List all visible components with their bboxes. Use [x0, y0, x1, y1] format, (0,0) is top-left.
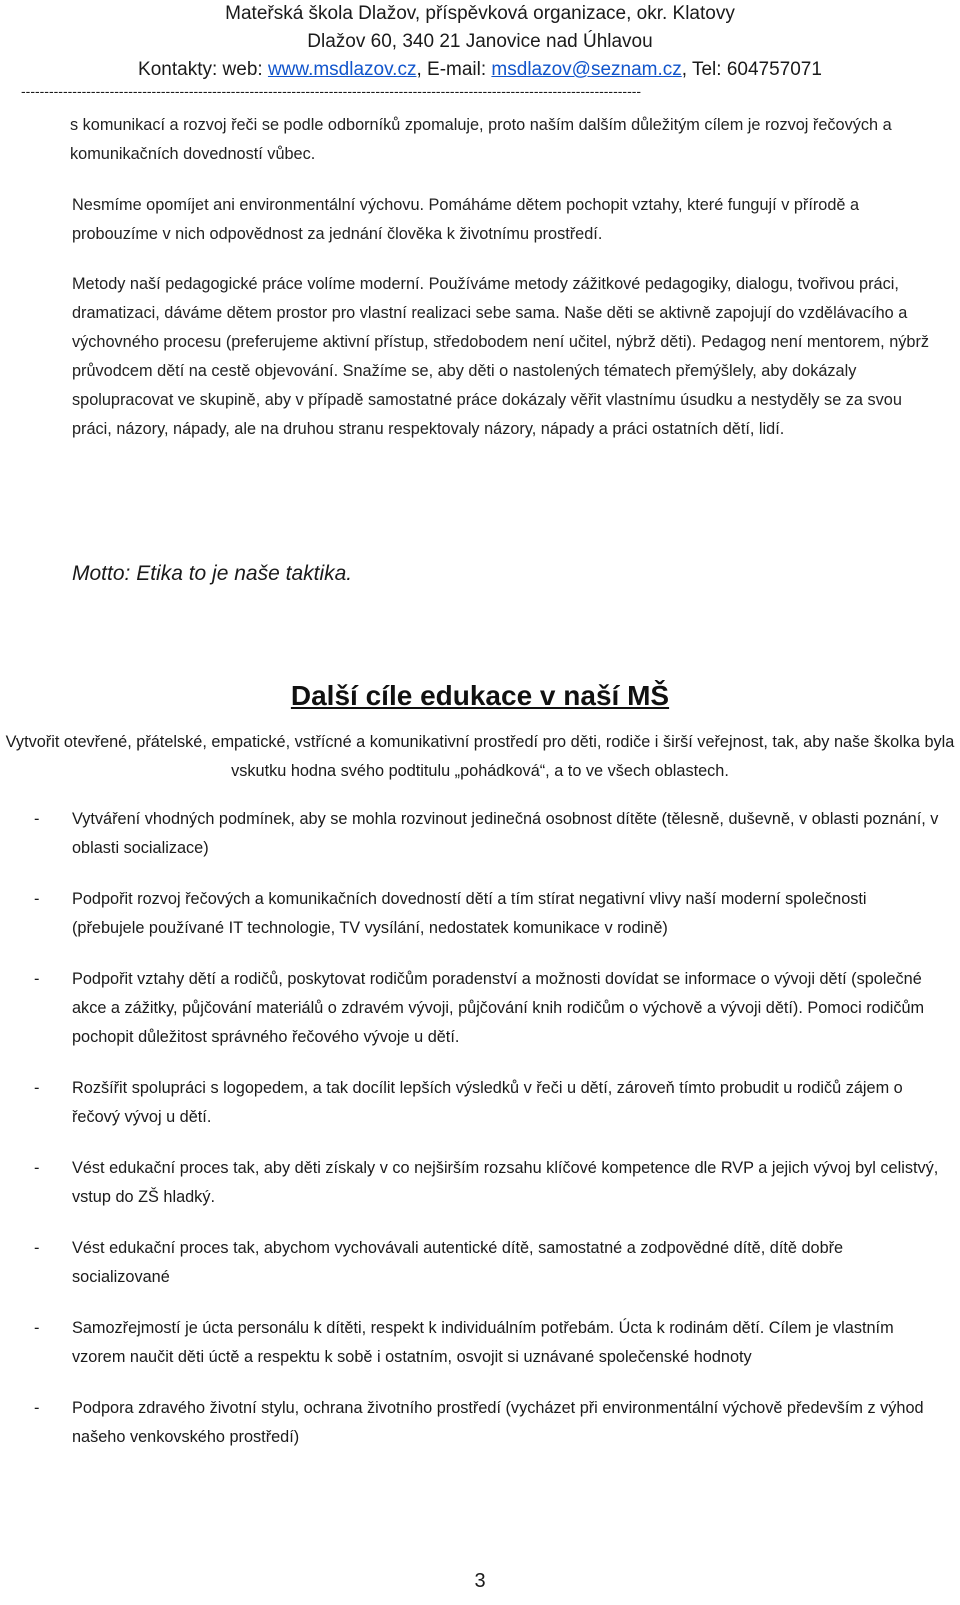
page-number: 3 [474, 1570, 486, 1592]
list-dash: - [34, 970, 40, 988]
email-label: , E-mail: [416, 59, 492, 80]
paragraph-environmental: Nesmíme opomíjet ani environmentální výchovu. Pomáháme dětem pochopit vztahy, které fungují v přírodě a probouzíme v nich odpovědnost za jednání člověka k životnímu prostředí. [72, 196, 860, 243]
list-item-text: Vést edukační proces tak, aby děti získaly v co nejširším rozsahu klíčové kompetence dle RVP a jejich vývoj byl celistvý, vstup do ZŠ hladký. [72, 1159, 939, 1206]
list-item-text: Vést edukační proces tak, abychom vychovávali autentické dítě, samostatné a zodpovědné dítě, dítě dobře socializované [72, 1239, 844, 1286]
school-address: Dlažov 60, 340 21 Janovice nad Úhlavou [307, 31, 653, 52]
list-item [0, 965, 940, 1052]
list-dash: - [34, 1319, 40, 1337]
letterhead [0, 0, 960, 98]
list-item [0, 1074, 940, 1132]
list-item-text: Vytváření vhodných podmínek, aby se mohla rozvinout jedinečná osobnost dítěte (tělesně, duševně, v oblasti poznání, v oblasti socializace) [72, 810, 939, 857]
paragraph-communication: s komunikací a rozvoj řeči se podle odborníků zpomaluje, proto naším dalším důležitým cílem je rozvoj řečových a komunikačních dovedností vůbec. [70, 116, 892, 163]
email-link[interactable]: msdlazov@seznam.cz [491, 59, 682, 80]
list-item [0, 1394, 940, 1452]
list-item-text: Samozřejmostí je úcta personálu k dítěti, respekt k individuálním potřebám. Úcta k rodinám dětí. Cílem je vlastním vzorem naučit děti úctě a respektu k sobě i ostatním, osvojit si uznávané společenské hodnoty [72, 1319, 894, 1366]
list-dash: - [34, 890, 40, 908]
section-heading: Další cíle edukace v naší MŠ [290, 680, 670, 711]
list-item [0, 885, 940, 943]
list-dash: - [34, 1239, 40, 1257]
list-item-text: Podpořit rozvoj řečových a komunikačních dovedností dětí a tím stírat negativní vlivy naší moderní společnosti (přebujele používané IT technologie, TV vysílání, nedostatek komunikace v rodině) [72, 890, 867, 937]
list-item [0, 1154, 940, 1212]
list-dash: - [34, 1079, 40, 1097]
motto: Motto: Etika to je naše taktika. [72, 562, 353, 585]
school-name: Mateřská škola Dlažov, příspěvková organizace, okr. Klatovy [225, 3, 735, 24]
paragraph-methods: Metody naší pedagogické práce volíme moderní. Používáme metody zážitkové pedagogiky, dialogu, tvořivou práci, dramatizaci, dáváme dětem prostor pro vlastní realizaci sebe sama. Naše děti se aktivně zapojují do vzdělávacího a výchovného procesu (preferujeme aktivní přístup, středobodem není učitel, nýbrž děti). Pedagog není mentorem, nýbrž průvodcem dětí na cestě objevování. Snažíme se, aby děti o nastolených tématech přemýšlely, aby dokázaly spolupracovat ve skupině, aby v případě samostatné práce dokázaly věřit vlastnímu úsudku a nestyděly se za svou práci, názory, nápady, ale na druhou stranu respektovaly názory, nápady a práci ostatních dětí, lidí. [72, 275, 930, 438]
goals-list [0, 805, 960, 1474]
web-link[interactable]: www.msdlazov.cz [267, 59, 417, 80]
list-item [0, 805, 940, 863]
list-dash: - [34, 1399, 40, 1417]
contact-line [0, 56, 960, 84]
phone-number: , Tel: 604757071 [681, 59, 822, 80]
header-separator: ------------------------------------------------------------------------------------------------------------------------------------- [21, 84, 642, 98]
list-dash: - [34, 810, 40, 828]
list-dash: - [34, 1159, 40, 1177]
list-item-text: Podpora zdravého životní stylu, ochrana životního prostředí (vycházet při environmentální výchově především z výhod našeho venkovského prostředí) [72, 1399, 924, 1446]
contacts-label: Kontakty: web: [138, 59, 268, 80]
list-item [0, 1234, 940, 1292]
section-intro: Vytvořit otevřené, přátelské, empatické, vstřícné a komunikativní prostředí pro děti, rodiče i širší veřejnost, tak, aby naše školka byla vskutku hodna svého podtitulu „pohádková“, a to ve všech oblastech. [5, 733, 955, 780]
list-item-text: Podpořit vztahy dětí a rodičů, poskytovat rodičům poradenství a možnosti dovídat se informace o vývoji dětí (společné akce a zážitky, půjčování materiálů o zdravém vývoji, půjčování knih rodičům o výchově a vývoji dětí). Pomoci rodičům pochopit důležitost správného řečového vývoje u dětí. [72, 970, 925, 1046]
list-item [0, 1314, 940, 1372]
list-item-text: Rozšířit spolupráci s logopedem, a tak docílit lepších výsledků v řeči u dětí, zároveň tímto probudit u rodičů zájem o řečový vývoj u dětí. [72, 1079, 903, 1126]
